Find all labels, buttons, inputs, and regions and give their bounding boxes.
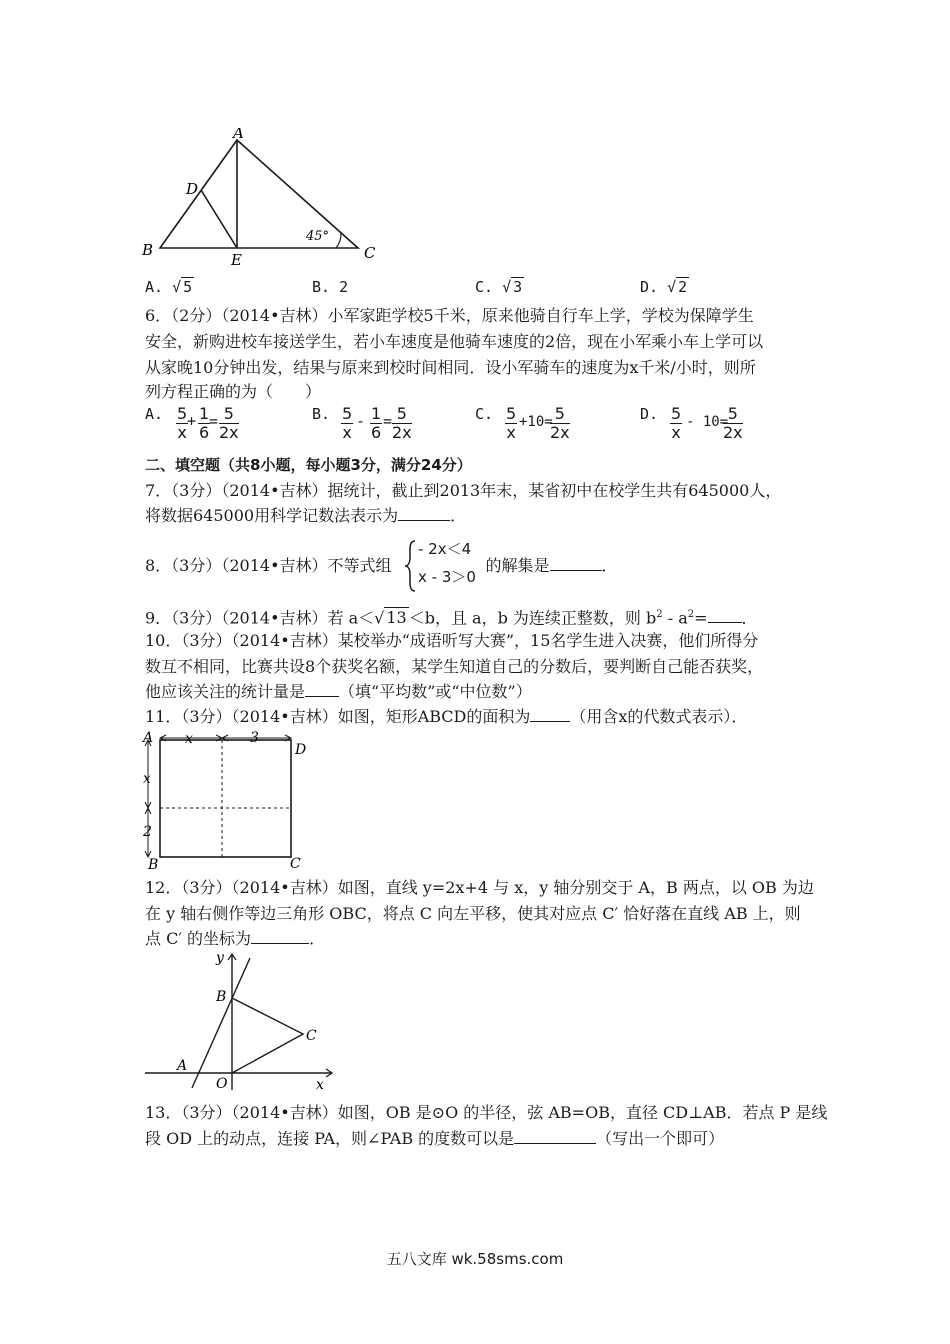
q5-label-c: C bbox=[364, 244, 376, 262]
q12-line-3: 点 C′ 的坐标为 ． bbox=[145, 929, 326, 948]
q5-option-a[interactable]: A. √ 5 bbox=[145, 278, 193, 296]
footer-watermark: 五八文库 wk.58sms.com bbox=[386, 1250, 564, 1268]
q7-answer-blank[interactable] bbox=[398, 506, 450, 521]
q5-label-e: E bbox=[231, 251, 242, 268]
q11-label-x-left: x bbox=[143, 771, 151, 787]
q5-angle-label: 45° bbox=[306, 229, 330, 244]
q11-label-x-top: x bbox=[185, 731, 193, 747]
q11-text: 11．（3分）（2014•吉林）如图，矩形ABCD的面积为 （用含x的代数式表示）． bbox=[145, 707, 748, 726]
q8-system-brace-icon bbox=[403, 539, 417, 593]
q12-label-a: A bbox=[177, 1058, 188, 1074]
q11-rectangle-figure bbox=[140, 728, 315, 870]
q11-label-b: B bbox=[148, 857, 159, 870]
q6-line-1: 6．（2分）（2014•吉林）小军家距学校5千米，原来他骑自行车上学，学校为保障学生 bbox=[145, 306, 754, 325]
q10-line-1: 10．（3分）（2014•吉林）某校举办“成语听写大赛”，15名学生进入决赛，他们所得分 bbox=[145, 631, 759, 650]
q12-answer-blank[interactable] bbox=[251, 929, 309, 944]
q5-option-b[interactable]: B. 2 bbox=[312, 278, 349, 296]
q7-line-2: 将数据645000用科学记数法表示为 ． bbox=[145, 506, 467, 525]
q12-line-1: 12．（3分）（2014•吉林）如图，直线 y=2x+4 与 x，y 轴分别交于 A，B 两点，以 OB 为边 bbox=[145, 878, 814, 897]
q13-answer-blank[interactable] bbox=[514, 1129, 596, 1144]
q12-label-y: y bbox=[216, 950, 224, 966]
q6-line-4: 列方程正确的为（ ） bbox=[145, 382, 322, 401]
q8-text: 8．（3分）（2014•吉林）不等式组 的解集是 ． bbox=[145, 556, 618, 575]
q12-label-b: B bbox=[216, 989, 227, 1005]
q9-answer-blank[interactable] bbox=[708, 608, 742, 623]
q5-option-d[interactable]: D. √ 2 bbox=[640, 278, 688, 296]
q8-inequality-1: - 2x＜4 bbox=[418, 540, 472, 558]
q6-line-3: 从家晚10分钟出发，结果与原来到校时间相同．设小军骑车的速度为x千米/小时，则所 bbox=[145, 358, 756, 377]
q13-line-2: 段 OD 上的动点，连接 PA，则∠PAB 的度数可以是 （写出一个即可） bbox=[145, 1129, 725, 1148]
q10-answer-blank[interactable] bbox=[305, 682, 339, 697]
q9-text: 9．（3分）（2014•吉林）若 a＜√ 13 ＜b，且 a，b 为连续正整数，则 $b^2 - a^2=$ ． bbox=[145, 608, 758, 628]
q11-label-d: D bbox=[295, 742, 307, 758]
section-2-heading: 二、填空题（共8小题，每小题3分，满分24分） bbox=[145, 456, 472, 474]
q5-triangle-figure bbox=[140, 128, 380, 268]
q5-label-a: A bbox=[233, 128, 244, 142]
q8-inequality-2: x - 3＞0 bbox=[418, 568, 476, 586]
q11-label-a: A bbox=[143, 730, 154, 746]
q10-line-3: 他应该关注的统计量是 （填“平均数”或“中位数”） bbox=[145, 682, 532, 701]
q12-line-2: 在 y 轴右侧作等边三角形 OBC，将点 C 向左平移，使其对应点 C′ 恰好落在直线 AB 上，则 bbox=[145, 904, 801, 923]
q5-option-c[interactable]: C. √ 3 bbox=[475, 278, 523, 296]
q11-label-two: 2 bbox=[143, 824, 152, 840]
q6-line-2: 安全，新购进校车接送学生，若小车速度是他骑车速度的2倍，现在小军乘小车上学可以 bbox=[145, 332, 764, 351]
q12-label-x: x bbox=[316, 1077, 324, 1093]
q7-line-1: 7．（3分）（2014•吉林）据统计，截止到2013年末，某省初中在校学生共有645000人， bbox=[145, 481, 782, 500]
q11-label-three: 3 bbox=[250, 730, 259, 746]
q12-coordinate-figure bbox=[140, 950, 340, 1095]
q12-label-o: O bbox=[216, 1076, 228, 1092]
q10-line-2: 数互不相同，比赛共设8个获奖名额，某学生知道自己的分数后，要判断自己能否获奖， bbox=[145, 657, 764, 676]
q11-answer-blank[interactable] bbox=[530, 707, 570, 722]
q12-label-c: C bbox=[306, 1028, 317, 1044]
q5-label-d: D bbox=[186, 180, 199, 198]
q5-label-b: B bbox=[142, 241, 154, 259]
q8-answer-blank[interactable] bbox=[550, 556, 602, 571]
q13-line-1: 13．（3分）（2014•吉林）如图，OB 是⊙O 的半径，弦 AB=OB，直径 CD⊥AB．若点 P 是线 bbox=[145, 1103, 828, 1122]
q11-label-c: C bbox=[290, 856, 301, 870]
